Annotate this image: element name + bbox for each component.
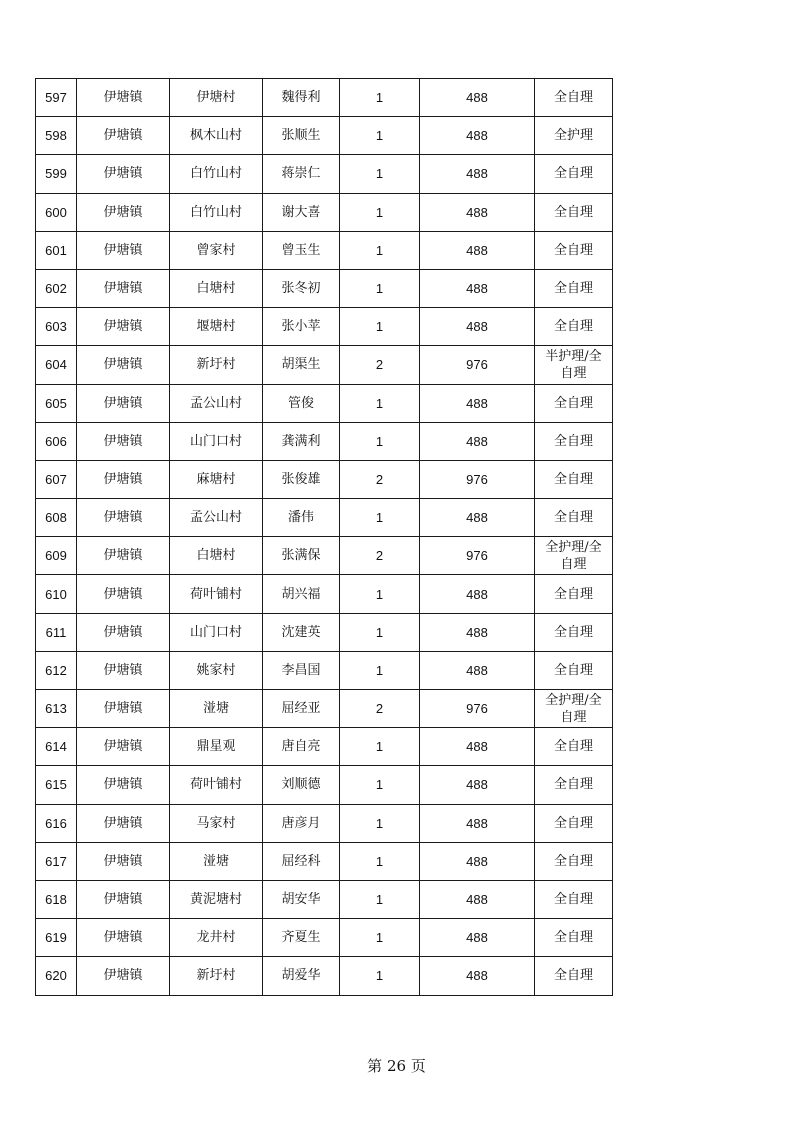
table-row <box>36 651 613 689</box>
cell-village: 山门口村 <box>170 613 263 651</box>
cell-count: 1 <box>340 575 420 613</box>
cell-amount: 488 <box>420 155 535 193</box>
cell-village: 湴塘 <box>170 690 263 728</box>
table-row <box>36 231 613 269</box>
cell-number: 604 <box>36 346 77 384</box>
table-body <box>36 79 613 996</box>
cell-amount: 976 <box>420 690 535 728</box>
cell-care-type: 全自理 <box>535 575 613 613</box>
cell-count: 1 <box>340 422 420 460</box>
table-row <box>36 422 613 460</box>
cell-village: 白竹山村 <box>170 193 263 231</box>
cell-village: 堰塘村 <box>170 308 263 346</box>
cell-number: 618 <box>36 880 77 918</box>
cell-number: 616 <box>36 804 77 842</box>
cell-care-type: 全自理 <box>535 460 613 498</box>
table-row <box>36 193 613 231</box>
cell-amount: 488 <box>420 919 535 957</box>
cell-name: 屈经亚 <box>263 690 340 728</box>
page-number: 26 <box>386 1057 407 1075</box>
cell-count: 2 <box>340 460 420 498</box>
cell-town: 伊塘镇 <box>77 308 170 346</box>
cell-care-type: 全护理/全自理 <box>535 537 613 575</box>
table-row <box>36 919 613 957</box>
cell-village: 鼎星观 <box>170 728 263 766</box>
cell-number: 611 <box>36 613 77 651</box>
page-footer <box>0 1055 793 1076</box>
cell-name: 胡爱华 <box>263 957 340 995</box>
table-row <box>36 728 613 766</box>
cell-town: 伊塘镇 <box>77 537 170 575</box>
cell-number: 613 <box>36 690 77 728</box>
cell-number: 601 <box>36 231 77 269</box>
cell-amount: 488 <box>420 269 535 307</box>
cell-village: 孟公山村 <box>170 384 263 422</box>
cell-village: 曾家村 <box>170 231 263 269</box>
cell-town: 伊塘镇 <box>77 460 170 498</box>
table-row <box>36 346 613 384</box>
cell-number: 606 <box>36 422 77 460</box>
cell-number: 612 <box>36 651 77 689</box>
cell-town: 伊塘镇 <box>77 499 170 537</box>
cell-name: 曾玉生 <box>263 231 340 269</box>
cell-name: 沈建英 <box>263 613 340 651</box>
cell-count: 1 <box>340 155 420 193</box>
cell-number: 619 <box>36 919 77 957</box>
cell-village: 黄泥塘村 <box>170 880 263 918</box>
cell-name: 潘伟 <box>263 499 340 537</box>
cell-town: 伊塘镇 <box>77 957 170 995</box>
cell-amount: 488 <box>420 651 535 689</box>
table-row <box>36 308 613 346</box>
cell-care-type: 半护理/全自理 <box>535 346 613 384</box>
cell-town: 伊塘镇 <box>77 269 170 307</box>
cell-count: 1 <box>340 231 420 269</box>
cell-count: 1 <box>340 804 420 842</box>
cell-count: 1 <box>340 880 420 918</box>
cell-town: 伊塘镇 <box>77 880 170 918</box>
cell-amount: 488 <box>420 231 535 269</box>
cell-number: 615 <box>36 766 77 804</box>
footer-prefix: 第 <box>367 1057 383 1075</box>
cell-count: 1 <box>340 957 420 995</box>
cell-number: 608 <box>36 499 77 537</box>
cell-town: 伊塘镇 <box>77 842 170 880</box>
cell-town: 伊塘镇 <box>77 231 170 269</box>
cell-count: 2 <box>340 537 420 575</box>
table-row <box>36 79 613 117</box>
cell-name: 龚满利 <box>263 422 340 460</box>
cell-town: 伊塘镇 <box>77 193 170 231</box>
cell-count: 2 <box>340 346 420 384</box>
cell-village: 荷叶铺村 <box>170 766 263 804</box>
cell-name: 屈经科 <box>263 842 340 880</box>
cell-village: 马家村 <box>170 804 263 842</box>
cell-town: 伊塘镇 <box>77 117 170 155</box>
cell-care-type: 全自理 <box>535 957 613 995</box>
table-row <box>36 269 613 307</box>
cell-amount: 488 <box>420 193 535 231</box>
cell-count: 1 <box>340 651 420 689</box>
cell-name: 齐夏生 <box>263 919 340 957</box>
cell-village: 龙井村 <box>170 919 263 957</box>
cell-amount: 488 <box>420 842 535 880</box>
cell-name: 刘顺德 <box>263 766 340 804</box>
cell-number: 602 <box>36 269 77 307</box>
table-row <box>36 804 613 842</box>
cell-number: 614 <box>36 728 77 766</box>
cell-care-type: 全护理 <box>535 117 613 155</box>
cell-name: 蒋崇仁 <box>263 155 340 193</box>
cell-town: 伊塘镇 <box>77 766 170 804</box>
cell-name: 胡兴福 <box>263 575 340 613</box>
cell-number: 600 <box>36 193 77 231</box>
cell-number: 597 <box>36 79 77 117</box>
cell-number: 599 <box>36 155 77 193</box>
cell-village: 白塘村 <box>170 269 263 307</box>
cell-amount: 976 <box>420 460 535 498</box>
cell-number: 610 <box>36 575 77 613</box>
cell-care-type: 全自理 <box>535 308 613 346</box>
cell-care-type: 全自理 <box>535 79 613 117</box>
cell-count: 1 <box>340 117 420 155</box>
cell-care-type: 全自理 <box>535 842 613 880</box>
cell-amount: 488 <box>420 79 535 117</box>
table-row <box>36 117 613 155</box>
cell-town: 伊塘镇 <box>77 79 170 117</box>
footer-suffix: 页 <box>410 1057 426 1075</box>
table-row <box>36 384 613 422</box>
cell-number: 605 <box>36 384 77 422</box>
cell-care-type: 全护理/全自理 <box>535 690 613 728</box>
cell-count: 2 <box>340 690 420 728</box>
cell-amount: 488 <box>420 728 535 766</box>
table-row <box>36 880 613 918</box>
table-row <box>36 499 613 537</box>
cell-number: 598 <box>36 117 77 155</box>
cell-count: 1 <box>340 919 420 957</box>
cell-care-type: 全自理 <box>535 384 613 422</box>
cell-amount: 488 <box>420 766 535 804</box>
cell-count: 1 <box>340 842 420 880</box>
cell-village: 湴塘 <box>170 842 263 880</box>
cell-amount: 488 <box>420 880 535 918</box>
table-row <box>36 766 613 804</box>
cell-town: 伊塘镇 <box>77 728 170 766</box>
cell-village: 姚家村 <box>170 651 263 689</box>
cell-name: 张顺生 <box>263 117 340 155</box>
table-row <box>36 957 613 995</box>
cell-village: 新圩村 <box>170 346 263 384</box>
cell-care-type: 全自理 <box>535 728 613 766</box>
cell-village: 荷叶铺村 <box>170 575 263 613</box>
table-row <box>36 613 613 651</box>
cell-amount: 488 <box>420 384 535 422</box>
cell-name: 张俊雄 <box>263 460 340 498</box>
cell-town: 伊塘镇 <box>77 690 170 728</box>
recipient-table <box>35 78 613 996</box>
cell-amount: 976 <box>420 537 535 575</box>
cell-village: 枫木山村 <box>170 117 263 155</box>
cell-town: 伊塘镇 <box>77 804 170 842</box>
cell-village: 孟公山村 <box>170 499 263 537</box>
cell-care-type: 全自理 <box>535 155 613 193</box>
cell-town: 伊塘镇 <box>77 346 170 384</box>
cell-care-type: 全自理 <box>535 766 613 804</box>
table-row <box>36 460 613 498</box>
cell-village: 麻塘村 <box>170 460 263 498</box>
cell-count: 1 <box>340 384 420 422</box>
cell-name: 张满保 <box>263 537 340 575</box>
table-row <box>36 690 613 728</box>
cell-village: 白塘村 <box>170 537 263 575</box>
cell-name: 魏得利 <box>263 79 340 117</box>
cell-number: 609 <box>36 537 77 575</box>
cell-care-type: 全自理 <box>535 613 613 651</box>
cell-care-type: 全自理 <box>535 919 613 957</box>
cell-name: 胡渠生 <box>263 346 340 384</box>
cell-care-type: 全自理 <box>535 499 613 537</box>
cell-count: 1 <box>340 728 420 766</box>
cell-care-type: 全自理 <box>535 651 613 689</box>
cell-village: 白竹山村 <box>170 155 263 193</box>
cell-town: 伊塘镇 <box>77 384 170 422</box>
cell-village: 新圩村 <box>170 957 263 995</box>
cell-number: 607 <box>36 460 77 498</box>
cell-count: 1 <box>340 308 420 346</box>
cell-care-type: 全自理 <box>535 193 613 231</box>
cell-amount: 488 <box>420 804 535 842</box>
cell-name: 李昌国 <box>263 651 340 689</box>
cell-amount: 488 <box>420 613 535 651</box>
cell-count: 1 <box>340 269 420 307</box>
cell-town: 伊塘镇 <box>77 613 170 651</box>
cell-number: 603 <box>36 308 77 346</box>
cell-number: 617 <box>36 842 77 880</box>
cell-amount: 488 <box>420 117 535 155</box>
cell-amount: 488 <box>420 499 535 537</box>
cell-count: 1 <box>340 766 420 804</box>
cell-name: 胡安华 <box>263 880 340 918</box>
cell-name: 张冬初 <box>263 269 340 307</box>
cell-count: 1 <box>340 613 420 651</box>
cell-amount: 488 <box>420 957 535 995</box>
table-row <box>36 537 613 575</box>
cell-care-type: 全自理 <box>535 422 613 460</box>
cell-care-type: 全自理 <box>535 804 613 842</box>
cell-care-type: 全自理 <box>535 880 613 918</box>
cell-name: 张小苹 <box>263 308 340 346</box>
table-row <box>36 842 613 880</box>
cell-town: 伊塘镇 <box>77 919 170 957</box>
cell-town: 伊塘镇 <box>77 575 170 613</box>
cell-name: 谢大喜 <box>263 193 340 231</box>
cell-amount: 976 <box>420 346 535 384</box>
cell-count: 1 <box>340 193 420 231</box>
cell-count: 1 <box>340 79 420 117</box>
cell-village: 山门口村 <box>170 422 263 460</box>
cell-name: 唐彦月 <box>263 804 340 842</box>
table-row <box>36 155 613 193</box>
cell-amount: 488 <box>420 422 535 460</box>
cell-village: 伊塘村 <box>170 79 263 117</box>
cell-town: 伊塘镇 <box>77 651 170 689</box>
cell-name: 管俊 <box>263 384 340 422</box>
cell-town: 伊塘镇 <box>77 155 170 193</box>
cell-name: 唐自亮 <box>263 728 340 766</box>
table-row <box>36 575 613 613</box>
cell-amount: 488 <box>420 575 535 613</box>
cell-number: 620 <box>36 957 77 995</box>
cell-count: 1 <box>340 499 420 537</box>
cell-care-type: 全自理 <box>535 231 613 269</box>
cell-town: 伊塘镇 <box>77 422 170 460</box>
cell-amount: 488 <box>420 308 535 346</box>
cell-care-type: 全自理 <box>535 269 613 307</box>
